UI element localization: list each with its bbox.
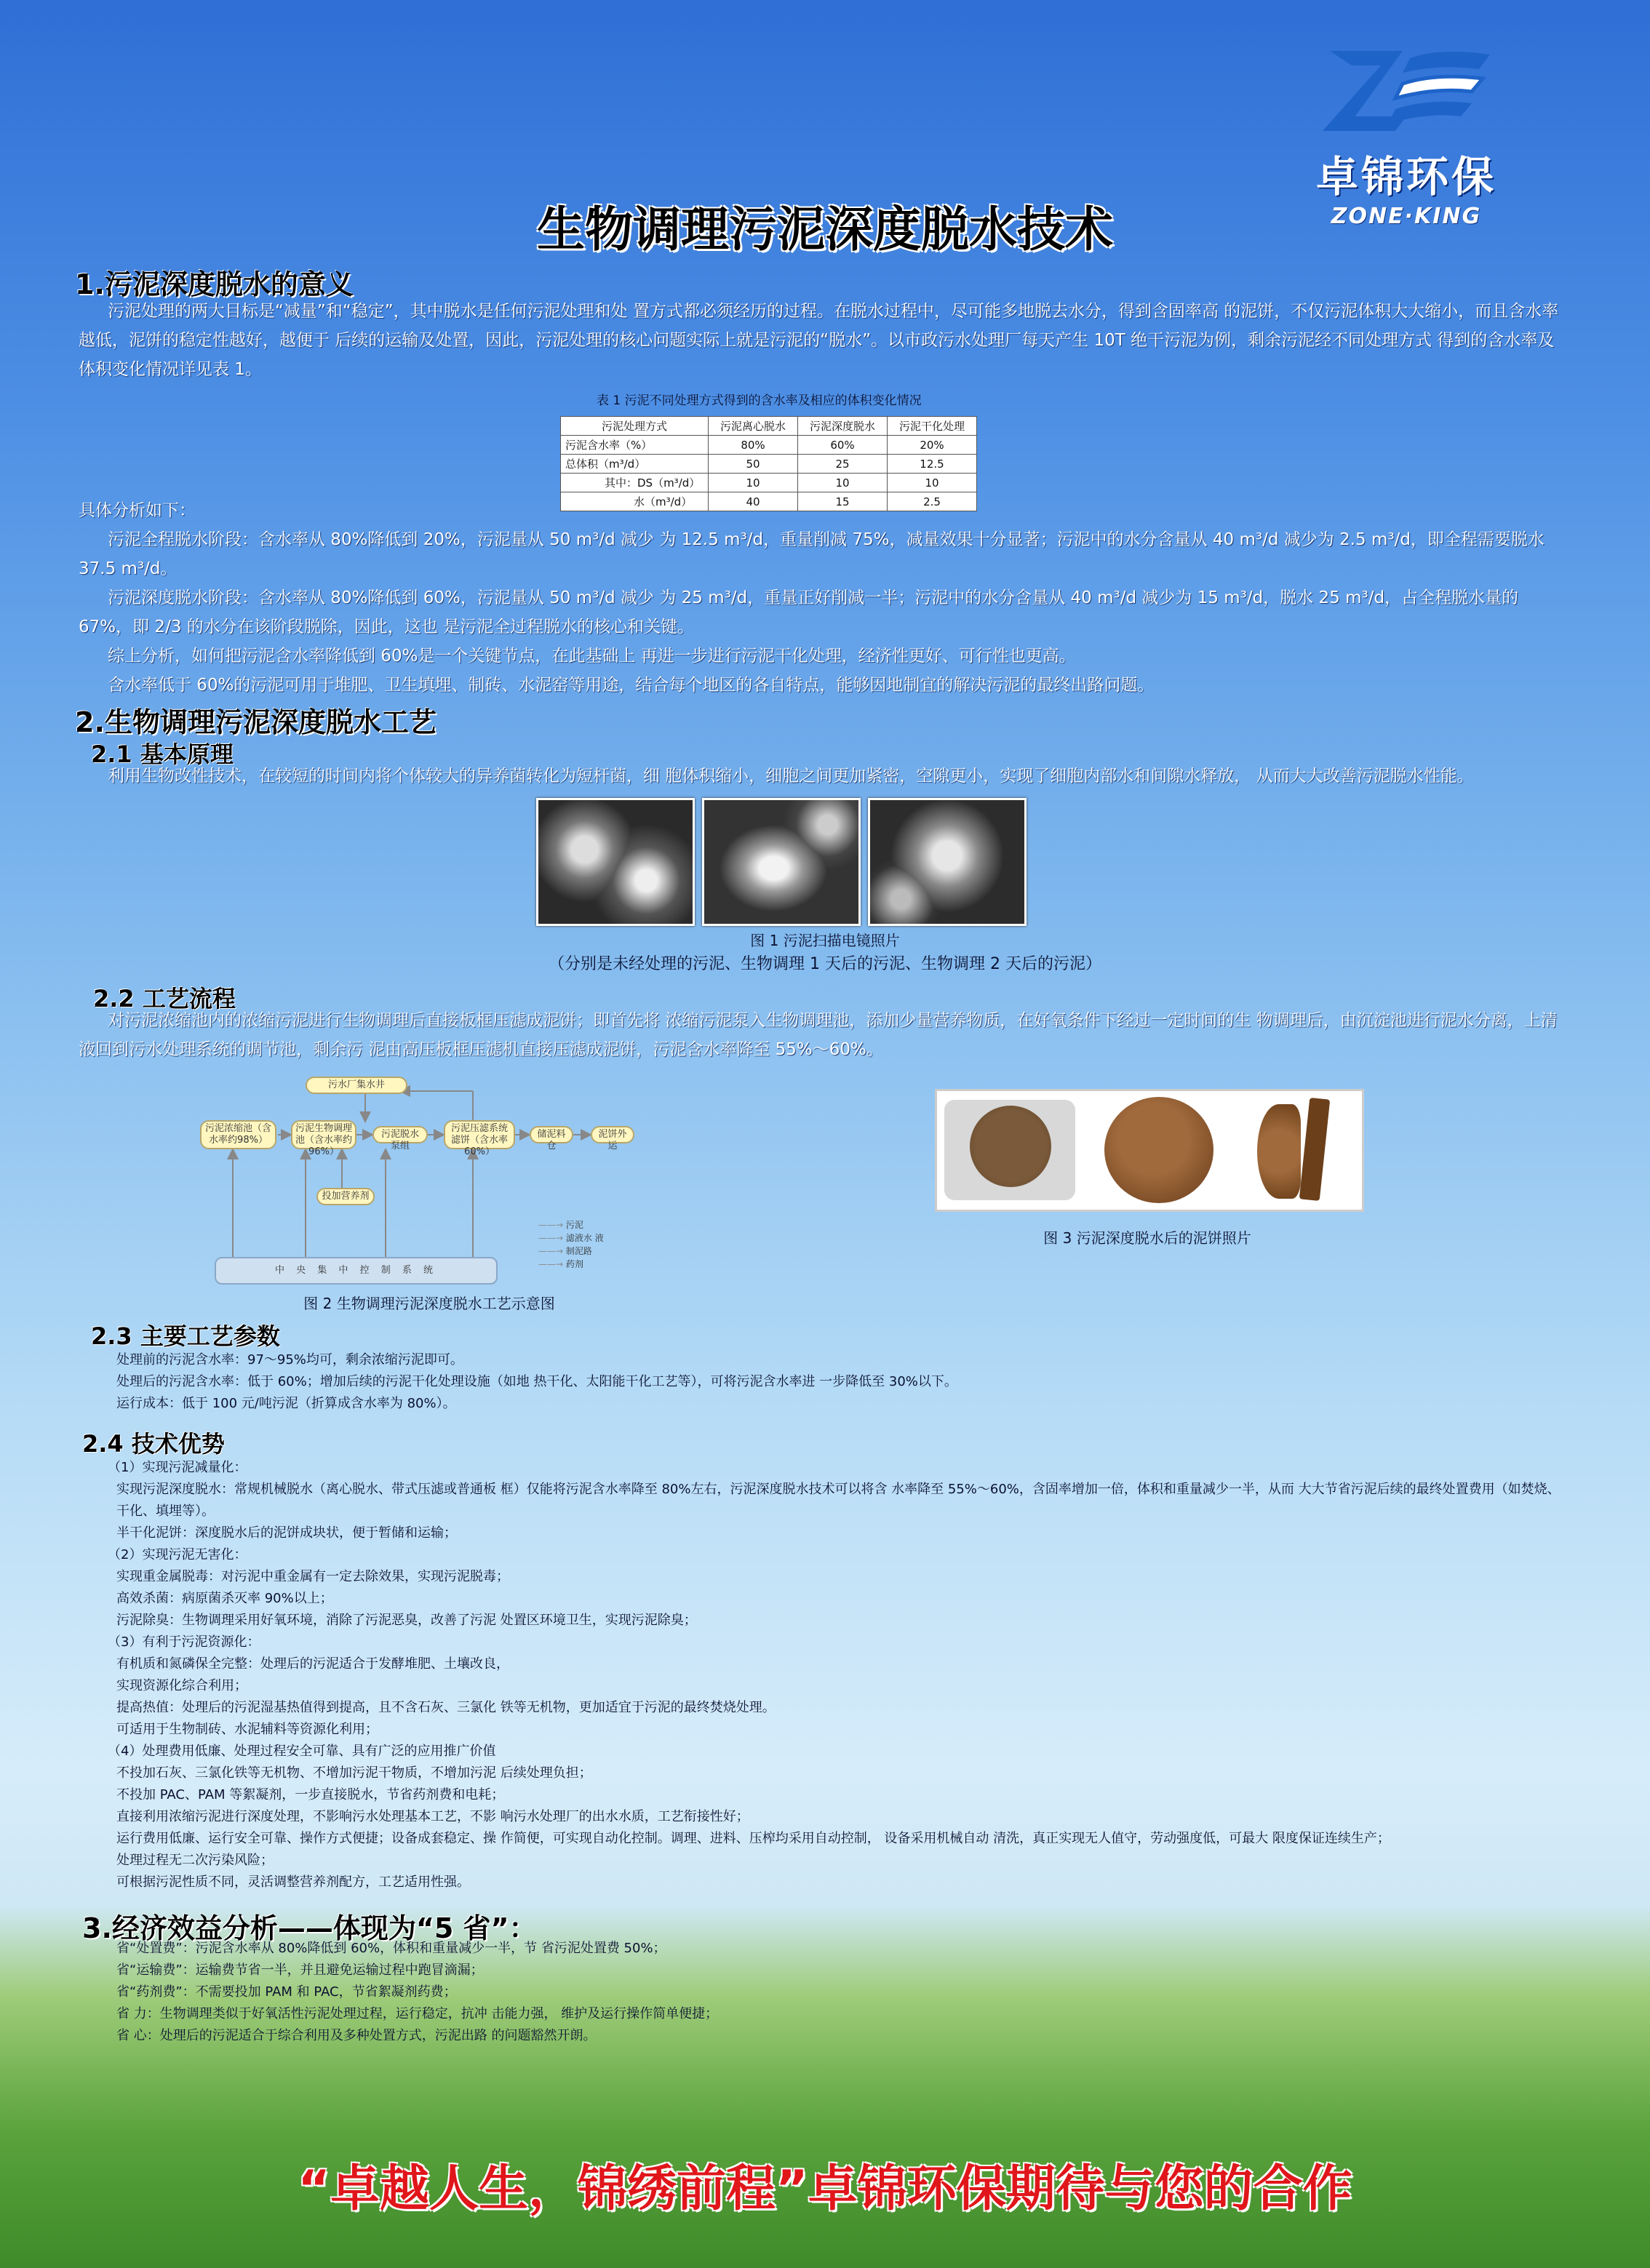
legend-item: ——→ 污泥 — [538, 1220, 583, 1230]
saving-line: 省“药剂费”：不需要投加 PAM 和 PAC，节省絮凝剂药费； — [116, 1984, 457, 2000]
advantage-line: 处理过程无二次污染风险； — [116, 1853, 274, 1868]
advantage-line: 运行费用低廉、运行安全可靠、操作方式便捷；设备成套稳定、操 作简便，可实现自动化控制。调理、进料、压榨均采用自动控制， 设备采用机械自动 清洗，真正实现无人值守，劳动强度低，可最大 限度保证连续生产； — [116, 1831, 1390, 1846]
company-slogan: “卓越人生，锦绣前程”卓锦环保期待与您的合作 — [298, 2160, 1352, 2218]
advantage-line: 提高热值：处理后的污泥湿基热值得到提高，且不含石灰、三氯化 铁等无机物，更加适宜于污泥的最终焚烧处理。 — [116, 1700, 776, 1715]
section24-advantages — [108, 1457, 1570, 1893]
figure1-caption: 图 1 污泥扫描电镜照片 — [750, 932, 900, 949]
table-cell: 水（m³/d） — [561, 492, 709, 511]
figure2-caption: 图 2 生物调理污泥深度脱水工艺示意图 — [303, 1295, 555, 1312]
section21-heading: 2.1 基本原理 — [91, 740, 234, 768]
flow-box-filter-press: 污泥压滤系统滤饼（含水率60%） — [444, 1120, 515, 1149]
saving-line: 省 力：生物调理类似于好氧活性污泥处理过程，运行稳定，抗冲 击能力强， 维护及运行操作简单便捷； — [116, 2006, 719, 2021]
table-header-cell: 污泥离心脱水 — [709, 417, 798, 436]
param-line: 处理后的污泥含水率：低于 60%；增加后续的污泥干化处理设施（如地 热干化、太阳能干化工艺等），可将污泥含水率进 一步降低至 30%以下。 — [116, 1374, 957, 1389]
flow-box-storage: 储泥料仓 — [530, 1126, 573, 1143]
table-cell: 50 — [709, 455, 798, 474]
table-row — [561, 436, 977, 455]
advantage-line: 高效杀菌：病原菌杀灭率 90%以上； — [116, 1591, 333, 1606]
section23-params — [116, 1349, 1571, 1415]
flow-box-thickener: 污泥浓缩池（含水率约98%） — [200, 1120, 276, 1149]
figure3-caption: 图 3 污泥深度脱水后的泥饼照片 — [1043, 1229, 1251, 1247]
page-title: 生物调理污泥深度脱水技术 — [537, 201, 1113, 257]
table1 — [560, 416, 977, 511]
section3-heading: 3.经济效益分析——体现为“5 省”： — [82, 1912, 537, 1944]
section2-heading: 2.生物调理污泥深度脱水工艺 — [75, 706, 437, 738]
section3-savings — [116, 1938, 1571, 2047]
section24-heading: 2.4 技术优势 — [82, 1430, 225, 1458]
section1-paragraph1: 污泥处理的两大目标是“减量”和“稳定”，其中脱水是任何污泥处理和处 置方式都必须经历的过程。在脱水过程中，尽可能多地脱去水分，得到含固率高 的泥饼，不仅污泥体积大大缩小，而且含水率越低，泥饼的稳定性越好，越便于 后续的运输及处置，因此，污泥处理的核心问题实际上就是污泥的“脱水”。以市政污水处理厂每天产生 10T 绝干污泥为例，剩余污泥经不同处理方式 得到的含水率及体积变化情况详见表 1。 — [79, 302, 1559, 379]
section23-heading: 2.3 主要工艺参数 — [91, 1322, 280, 1350]
saving-line: 省“运输费”：运输费节省一半，并且避免运输过程中跑冒滴漏； — [116, 1962, 484, 1978]
section1-paragraph2: 污泥全程脱水阶段：含水率从 80%降低到 20%，污泥量从 50 m³/d 减少 为 12.5 m³/d，重量削减 75%，减量效果十分显著；污泥中的水分含量从 40 m³/d 减少为 2.5 m³/d，即全程需要脱水 37.5 m³/d。 — [79, 530, 1545, 578]
advantage-line: 不投加 PAC、PAM 等絮凝剂，一步直接脱水，节省药剂费和电耗； — [116, 1787, 505, 1802]
table-row — [561, 474, 977, 492]
cake-slice — [1299, 1098, 1330, 1201]
advantage-line: （2）实现污泥无害化： — [108, 1547, 247, 1562]
section1-paragraph4: 综上分析，如何把污泥含水率降低到 60%是一个关键节点，在此基础上 再进一步进行污泥干化处理，经济性更好、可行性也更高。 — [108, 647, 1076, 666]
flow-box-pump: 污泥脱水泵组 — [372, 1126, 428, 1143]
section22-text: 对污泥浓缩池内的浓缩污泥进行生物调理后直接板框压滤成泥饼；即首先将 浓缩污泥泵入生物调理池，添加少量营养物质，在好氧条件下经过一定时间的生 物调理后，由沉淀池进行泥水分离，上清液回到污水处理系统的调节池，剩余污 泥由高压板框压滤机直接压滤成泥饼，污泥含水率降至 55%～60%。 — [79, 1011, 1558, 1059]
table-cell: 其中：DS（m³/d） — [561, 474, 709, 492]
flow-box-cake-transport: 泥饼外运 — [591, 1126, 634, 1143]
sem-photo-untreated — [536, 798, 695, 926]
saving-line: 省“处置费”：污泥含水率从 80%降低到 60%，体积和重量减少一半，节 省污泥处置费 50%； — [116, 1941, 666, 1956]
legend-item: ——→ 滤液水 液 — [538, 1233, 604, 1243]
advantage-line: 实现资源化综合利用； — [116, 1678, 247, 1693]
cake-half — [1257, 1104, 1301, 1199]
advantage-line: 实现重金属脱毒：对污泥中重金属有一定去除效果，实现污泥脱毒； — [116, 1569, 509, 1584]
table-row — [561, 492, 977, 511]
cake-round — [1104, 1097, 1213, 1203]
flow-box-collection-well: 污水厂集水井 — [306, 1077, 407, 1094]
table-cell: 2.5 — [888, 492, 977, 511]
table-cell: 20% — [888, 436, 977, 455]
flow-legend — [538, 1218, 655, 1271]
table-header-cell: 污泥干化处理 — [888, 417, 977, 436]
legend-item: ——→ 制泥路 — [538, 1246, 592, 1256]
table-cell: 40 — [709, 492, 798, 511]
section1-paragraph3: 污泥深度脱水阶段：含水率从 80%降低到 60%，污泥量从 50 m³/d 减少 为 25 m³/d，重量正好削减一半；污泥中的水分含量从 40 m³/d 减少为 15 m³/d，脱水 25 m³/d，占全程脱水量的 67%，即 2/3 的水分在该阶段脱除，因此，这也 是污泥全过程脱水的核心和关键。 — [79, 588, 1519, 636]
advantage-line: 不投加石灰、三氯化铁等无机物、不增加污泥干物质，不增加污泥 后续处理负担； — [116, 1765, 592, 1781]
filter-cake-photo — [935, 1089, 1364, 1212]
logo-chinese-name: 卓锦环保 — [1315, 152, 1496, 201]
legend-item: ——→ 药剂 — [538, 1259, 583, 1269]
cake-in-plate — [970, 1106, 1051, 1187]
saving-line: 省 心：处理后的污泥适合于综合利用及多种处置方式，污泥出路 的问题豁然开朗。 — [116, 2028, 597, 2043]
figure1-note: （分别是未经处理的污泥、生物调理 1 天后的污泥、生物调理 2 天后的污泥） — [549, 955, 1101, 973]
table-header-row — [561, 417, 977, 436]
sem-photo-day1 — [702, 798, 861, 926]
table-cell: 12.5 — [888, 455, 977, 474]
table-cell: 80% — [709, 436, 798, 455]
table-cell: 总体积（m³/d） — [561, 455, 709, 474]
section1-paragraph5: 含水率低于 60%的污泥可用于堆肥、卫生填埋、制砖、水泥窑等用途，结合每个地区的各自特点，能够因地制宜的解决污泥的最终出路问题。 — [108, 676, 1155, 695]
process-flow-diagram — [196, 1069, 662, 1287]
advantage-line: 半干化泥饼：深度脱水后的泥饼成块状，便于暂储和运输； — [116, 1525, 457, 1541]
param-line: 运行成本：低于 100 元/吨污泥（折算成含水率为 80%）。 — [116, 1396, 456, 1411]
advantage-line: 可根据污泥性质不同，灵活调整营养剂配方，工艺适用性强。 — [116, 1874, 470, 1890]
table1-caption: 表 1 污泥不同处理方式得到的含水率及相应的体积变化情况 — [597, 394, 922, 408]
advantage-line: （3）有利于污泥资源化： — [108, 1634, 260, 1650]
advantage-line: 污泥除臭：生物调理采用好氧环境，消除了污泥恶臭，改善了污泥 处置区环境卫生，实现污泥除臭； — [116, 1613, 697, 1628]
table-cell: 15 — [798, 492, 888, 511]
table-cell: 25 — [798, 455, 888, 474]
table-cell: 10 — [888, 474, 977, 492]
advantage-line: 可适用于生物制砖、水泥辅料等资源化利用； — [116, 1722, 378, 1737]
table-cell: 10 — [709, 474, 798, 492]
flow-box-nutrient: 投加营养剂 — [316, 1188, 375, 1205]
sem-photo-day2 — [868, 798, 1027, 926]
advantage-line: 有机质和氮磷保全完整：处理后的污泥适合于发酵堆肥、土壤改良， — [116, 1656, 509, 1672]
advantage-line: 实现污泥深度脱水：常规机械脱水（离心脱水、带式压滤或普通板 框）仅能将污泥含水率降至 80%左右，污泥深度脱水技术可以将含 水率降至 55%～60%，含固率增加一倍，体积和重量减少一半，从而 大大节省污泥后续的最终处置费用（如焚烧、干化、填埋等）。 — [116, 1482, 1561, 1519]
table-cell: 60% — [798, 436, 888, 455]
logo-english-name: ZONE·KING — [1331, 204, 1482, 229]
table-cell: 10 — [798, 474, 888, 492]
table-header-cell: 污泥处理方式 — [561, 417, 709, 436]
param-line: 处理前的污泥含水率：97～95%均可，剩余浓缩污泥即可。 — [116, 1352, 463, 1367]
section21-text: 利用生物改性技术，在较短的时间内将个体较大的异养菌转化为短杆菌，细 胞体积缩小，细胞之间更加紧密，空隙更小，实现了细胞内部水和间隙水释放， 从而大大改善污泥脱水性能。 — [108, 767, 1474, 786]
section22-heading: 2.2 工艺流程 — [93, 985, 236, 1013]
advantage-line: （4）处理费用低廉、处理过程安全可靠、具有广泛的应用推广价值 — [108, 1744, 496, 1759]
analysis-label: 具体分析如下： — [79, 501, 196, 520]
zoneking-logo-icon — [1315, 44, 1497, 138]
table-row — [561, 455, 977, 474]
advantage-line: 直接利用浓缩污泥进行深度处理，不影响污水处理基本工艺，不影 响污水处理厂的出水水质，工艺衔接性好； — [116, 1809, 749, 1824]
section1-heading: 1.污泥深度脱水的意义 — [75, 268, 354, 300]
table-cell: 污泥含水率（%） — [561, 436, 709, 455]
advantage-line: （1）实现污泥减量化： — [108, 1460, 247, 1475]
table-header-cell: 污泥深度脱水 — [798, 417, 888, 436]
flow-box-control-system: 中 央 集 中 控 制 系 统 — [215, 1257, 498, 1285]
flow-box-bio-conditioning: 污泥生物调理池（含水率约96%） — [291, 1120, 356, 1149]
